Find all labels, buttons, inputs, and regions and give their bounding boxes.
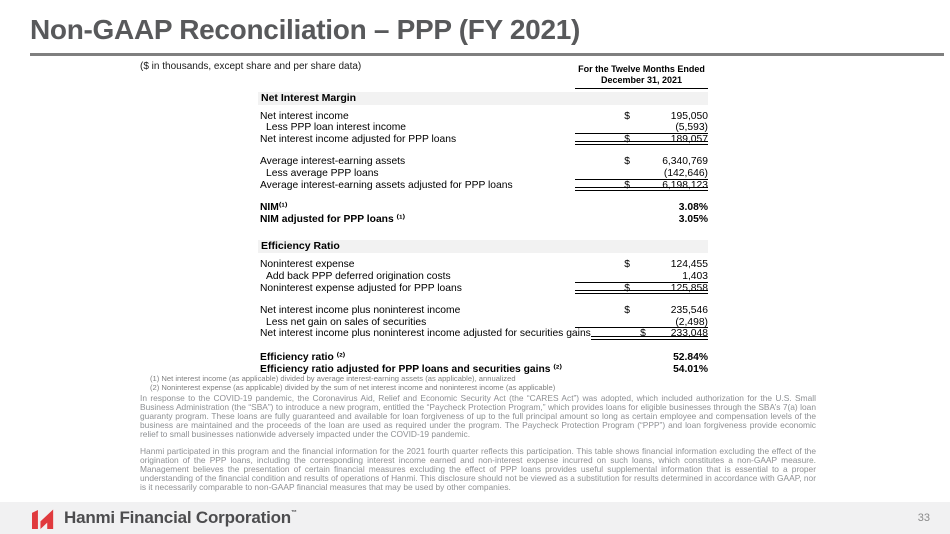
hanmi-logo-icon [30,507,56,529]
row-label: Noninterest expense adjusted for PPP loans [260,282,462,294]
period-column-header [575,64,708,89]
row-value: 52.84% [673,351,708,363]
table-row [258,305,708,317]
row-value: (2,498) [675,316,708,328]
row-value: 124,455 [670,259,708,271]
dollar-sign: $ [624,282,630,294]
table-row [258,283,708,295]
table-row [258,134,708,146]
row-value: 3.08% [678,202,708,214]
body-paragraph-cares-act: In response to the COVID-19 pandemic, the Coronavirus Aid, Relief and Economic Security Act (the “CARES Act”) was adopted, which included authorization for the U.S. Small Business Administration (the “SBA”) to introduce a new program, entitled the “Paycheck Protection Program,” which provides loans for eligible businesses through the SBA’s 7(a) loan guaranty program. These loans are fully guaranteed and available for loan forgiveness of up to the full principal amount so long as certain employee and compensation levels of the business are maintained and the proceeds of the loan are used as required under the program. The Paycheck Protection Program (“PPP”) and loan forgiveness provide economic relief to small businesses nationwide adversely impacted under the COVID-19 pandemic. [140,393,816,439]
table-row [258,111,708,123]
table-row [258,168,708,180]
row-value: 189,057 [670,133,708,145]
table-row [258,271,708,283]
footer-brand-text [64,508,297,528]
row-label: Net interest income plus noninterest income [260,305,461,317]
section-header-net-interest-margin: Net Interest Margin [258,92,708,105]
dollar-sign [575,122,630,133]
dollar-sign [575,271,630,282]
row-label: Add back PPP deferred origination costs [266,270,451,282]
table-row [258,317,708,329]
row-value: 235,546 [670,305,708,317]
row-label: Efficiency ratio adjusted for PPP loans and securities gains ⁽²⁾ [260,363,562,375]
row-label: Average interest-earning assets [260,156,406,168]
row-value: 125,858 [670,282,708,294]
row-value: 6,198,123 [662,179,708,191]
table-row [258,259,708,271]
row-label: Efficiency ratio ⁽²⁾ [260,351,346,363]
dollar-sign: $ [624,133,630,145]
table-units-note: ($ in thousands, except share and per share data) [140,61,362,72]
row-label: Net interest income [260,110,349,122]
table-row [258,202,708,214]
dollar-sign [575,202,630,214]
dollar-sign [575,214,630,226]
dollar-sign [575,317,630,328]
dollar-sign [575,168,630,179]
table-row [258,352,708,364]
row-value: 6,340,769 [662,156,708,168]
row-label: Noninterest expense [260,259,355,271]
brand-name: Hanmi Financial Corporation [64,508,291,527]
row-value: (5,593) [675,122,708,134]
reconciliation-table [258,64,708,375]
row-label: Net interest income adjusted for PPP loans [260,133,457,145]
dollar-sign [575,364,630,376]
dollar-sign: $ [624,110,630,122]
table-row [258,214,708,226]
dollar-sign: $ [640,328,646,340]
section-header-efficiency-ratio: Efficiency Ratio [258,240,708,253]
row-label: Less average PPP loans [266,167,379,179]
row-value: 54.01% [673,363,708,375]
trademark-symbol: ™ [290,510,297,516]
row-value: 195,050 [670,110,708,122]
row-label: NIM⁽¹⁾ [260,202,288,214]
row-label: NIM adjusted for PPP loans ⁽¹⁾ [260,213,406,225]
footnote-2: (2) Noninterest expense (as applicable) divided by the sum of net interest income and noninterest income (as applicable) [150,382,556,392]
dollar-sign [575,352,630,364]
footnote-1: (1) Net interest income (as applicable) divided by average interest-earning assets (as applicable), annualized [150,374,516,383]
table-row [258,180,708,192]
dollar-sign: $ [624,156,630,168]
period-header-line1: For the Twelve Months Ended [578,64,705,74]
row-value: 1,403 [682,270,708,282]
row-value: 3.05% [678,213,708,225]
row-value: 233,048 [670,328,708,340]
dollar-sign: $ [624,305,630,317]
table-row [258,328,708,340]
dollar-sign: $ [624,259,630,271]
dollar-sign: $ [624,179,630,191]
period-header-line2: December 31, 2021 [600,74,683,85]
row-value: (142,646) [663,167,708,179]
page-number: 33 [917,512,930,524]
row-label: Average interest-earning assets adjusted for PPP loans [260,179,513,191]
footnotes [150,375,555,393]
table-row [258,156,708,168]
page-title: Non-GAAP Reconciliation – PPP (FY 2021) [30,14,581,45]
footer-bar [0,502,950,534]
title-divider [30,53,944,56]
row-label: Net interest income plus noninterest income adjusted for securities gains [260,328,591,340]
row-label: Less PPP loan interest income [266,122,407,134]
row-label: Less net gain on sales of securities [266,316,427,328]
table-row [258,122,708,134]
body-paragraph-hanmi-participation: Hanmi participated in this program and the financial information for the 2021 fourth quarter reflects this participation. This table shows financial information excluding the effect of the origination of the PPP loans, including the corresponding interest income earned and non-interest expense incurred on such loans, which constitutes a non-GAAP measure. Management believes the presentation of certain financial measures excluding the effect of PPP loans provides useful supplemental information that is essential to a proper understanding of the financial condition and results of operations of Hanmi. This disclosure should not be viewed as a substitution for results determined in accordance with GAAP, nor is it necessarily comparable to non-GAAP financial measures that may be used by other companies. [140,446,816,492]
